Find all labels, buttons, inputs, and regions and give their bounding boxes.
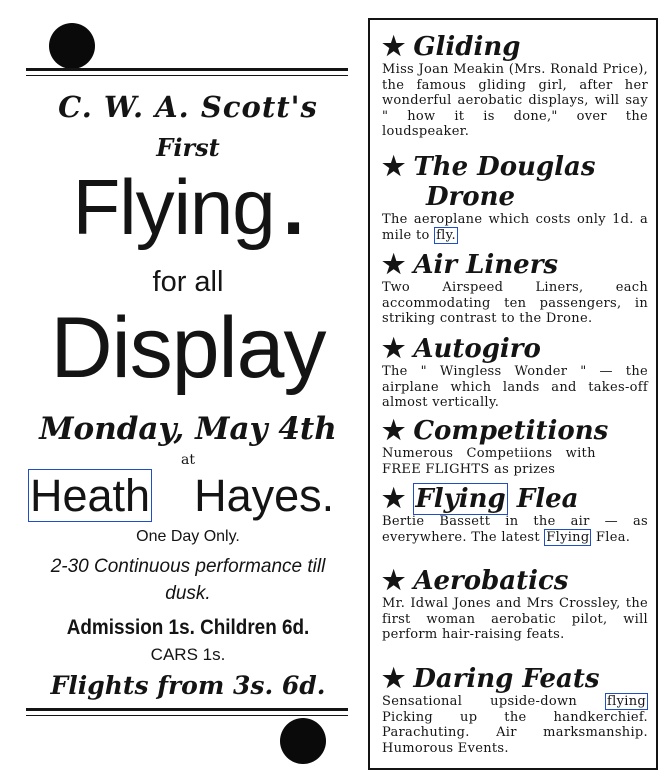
section-air-liners	[382, 250, 648, 327]
section-heading: ★ Autogiro	[382, 334, 541, 364]
bottom-rule-thick	[26, 708, 348, 711]
section-flying-flea	[382, 484, 648, 545]
section-douglas-drone	[382, 152, 648, 243]
section-heading: ★ Aerobatics	[382, 566, 569, 596]
for-all-label: for all	[152, 266, 224, 298]
star-icon: ★	[382, 416, 406, 446]
highlight-heading-flying: Flying	[415, 484, 506, 514]
performance-time-end: dusk.	[165, 583, 211, 604]
venue-word-hayes: Hayes.	[194, 470, 335, 521]
admission-price: Admission 1s. Children 6d.	[66, 616, 310, 639]
section-body: Mr. Idwal Jones and Mrs Crossley, the first woman aerobatic pilot, will perform hair-raising feats.	[382, 596, 648, 642]
highlight-fly: fly.	[436, 227, 456, 243]
star-icon: ★	[382, 334, 406, 364]
star-icon: ★	[382, 566, 406, 596]
flights-price: Flights from 3s. 6d.	[50, 671, 326, 700]
highlight-flying: flying	[607, 694, 646, 709]
punch-hole-top	[49, 23, 95, 69]
organizer-name: C. W. A. Scott's	[58, 90, 318, 124]
section-heading: ★ Gliding	[382, 32, 521, 62]
cars-price: CARS 1s.	[150, 645, 226, 664]
at-label: at	[181, 452, 195, 468]
venue	[28, 470, 364, 522]
section-body: Sensational upside-down flying Picking up the handkerchief. Parachuting. Air marksmanship. Humorous Events.	[382, 694, 648, 756]
star-icon: ★	[382, 152, 406, 182]
section-body: Two Airspeed Liners, each accommodating ten passengers, in striking contrast to the Drone.	[382, 280, 648, 326]
top-rule-thin	[26, 75, 348, 76]
section-heading: ★ Daring Feats	[382, 664, 600, 694]
star-icon: ★	[382, 664, 406, 694]
star-icon: ★	[382, 484, 406, 514]
performance-time: 2-30 Continuous performance till	[50, 556, 326, 577]
section-body: Numerous Competiions with FREE FLIGHTS as prizes	[382, 446, 596, 477]
section-heading: ★ Air Liners	[382, 250, 559, 280]
section-competitions	[382, 416, 648, 477]
section-heading: ★ Competitions	[382, 416, 609, 446]
section-heading: ★ The Douglas Drone	[382, 152, 596, 212]
section-heading: ★ Flying Flea	[382, 484, 579, 514]
programme-box	[368, 18, 658, 770]
section-aerobatics	[382, 566, 648, 643]
section-body: The " Wingless Wonder " — the airplane which lands and takes-off almost vertically.	[382, 364, 648, 410]
headline-flying	[20, 163, 356, 251]
first-label: First	[156, 133, 220, 162]
headline-display: Display	[50, 300, 326, 396]
headline-flying-word: Flying	[72, 163, 275, 251]
star-icon: ★	[382, 32, 406, 62]
star-icon: ★	[382, 250, 406, 280]
section-body: Miss Joan Meakin (Mrs. Ronald Price), the famous gliding girl, after her wonderful aerobatic displays, will say " how it is done," over the loudspeaker.	[382, 62, 648, 139]
section-daring-feats	[382, 664, 648, 756]
headline-flying-dot: .	[282, 163, 304, 251]
punch-hole-bottom	[280, 718, 326, 764]
top-rule-thick	[26, 68, 348, 71]
highlight-flying: Flying	[546, 529, 590, 545]
bottom-rule-thin	[26, 715, 348, 716]
event-date: Monday, May 4th	[39, 411, 337, 447]
section-body: Bertie Bassett in the air — as everywhere. The latest Flying Flea.	[382, 514, 648, 545]
section-body: The aeroplane which costs only 1d. a mile to fly.	[382, 212, 648, 243]
venue-word-heath: Heath	[30, 470, 151, 521]
section-autogiro	[382, 334, 648, 411]
section-gliding	[382, 32, 648, 140]
one-day-only: One Day Only.	[136, 528, 240, 545]
